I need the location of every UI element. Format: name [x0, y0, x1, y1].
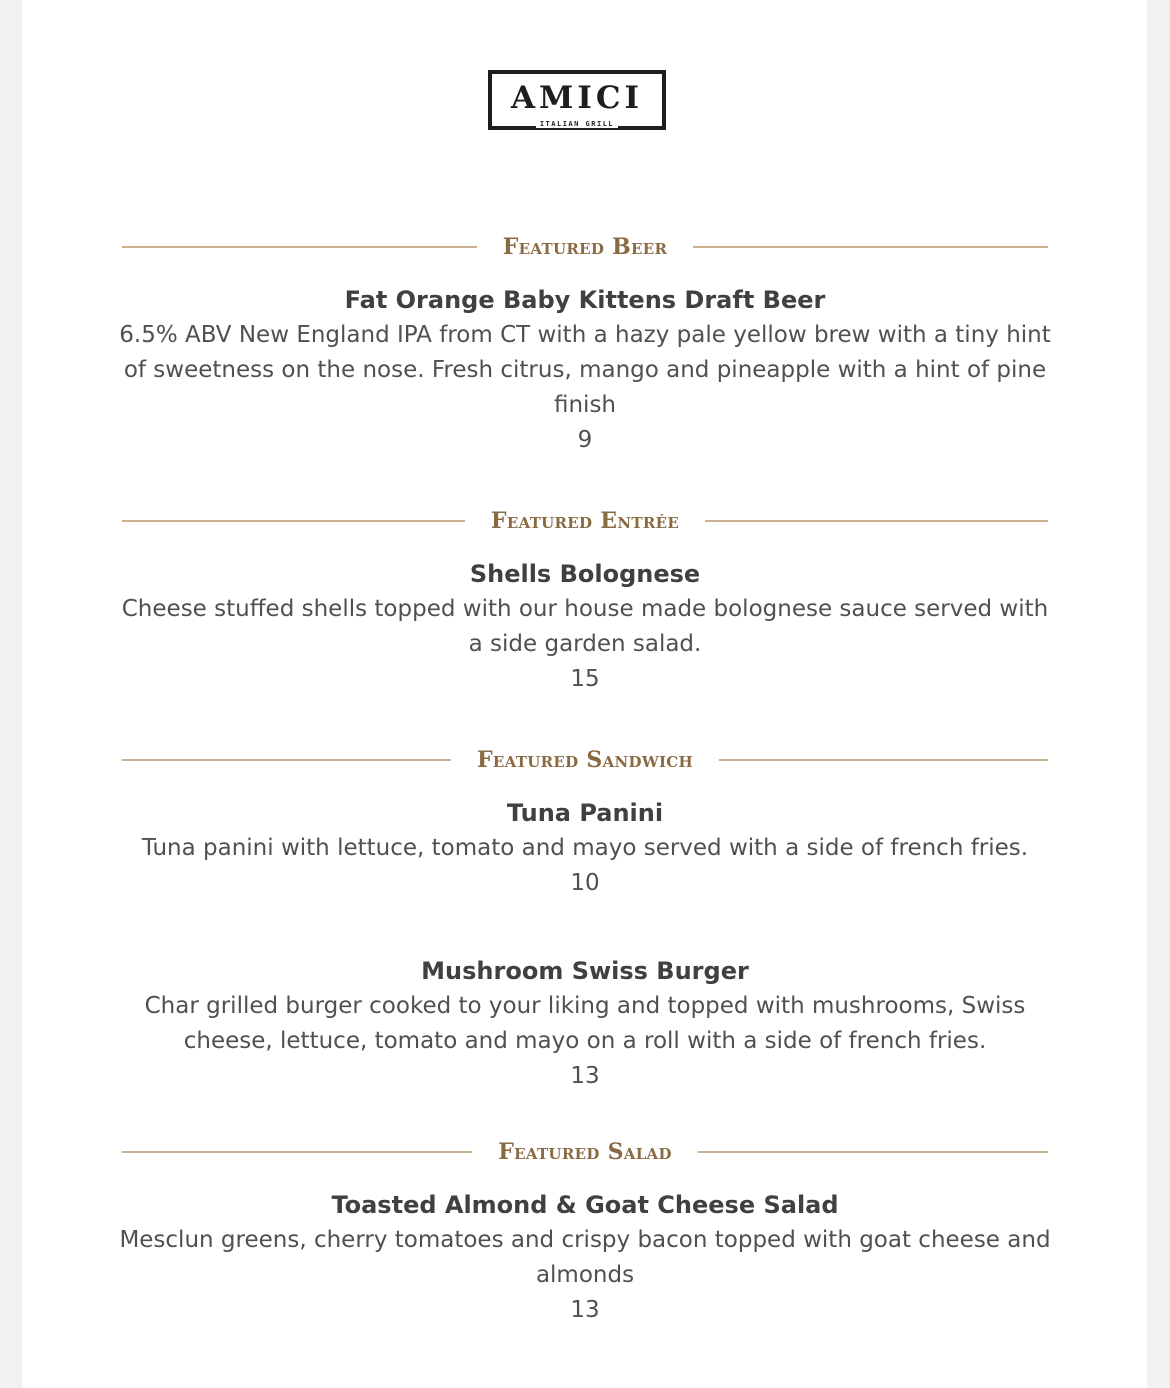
item-name: Shells Bolognese — [469, 560, 701, 588]
divider-right — [705, 520, 1048, 522]
divider-right — [719, 759, 1048, 761]
menu-item-entree — [112, 557, 1058, 697]
section-title-entree: Featured Entrée — [490, 508, 680, 534]
item-price: 10 — [570, 870, 600, 896]
item-price: 13 — [570, 1297, 600, 1323]
item-description: Mesclun greens, cherry tomatoes and crispy bacon topped with goat cheese and almonds — [119, 1227, 1051, 1288]
menu-page — [22, 0, 1147, 1388]
item-name: Tuna Panini — [506, 799, 664, 827]
item-price: 13 — [570, 1063, 600, 1089]
divider-left — [122, 520, 465, 522]
item-price: 9 — [577, 427, 593, 453]
section-header-beer — [122, 232, 1048, 262]
section-header-salad — [122, 1137, 1048, 1167]
logo-subtitle: ITALIAN GRILL — [492, 120, 662, 128]
item-name: Mushroom Swiss Burger — [421, 957, 749, 985]
item-name: Toasted Almond & Goat Cheese Salad — [331, 1191, 839, 1219]
section-title-sandwich: Featured Sandwich — [477, 747, 693, 773]
menu-item-sandwich-2 — [112, 954, 1058, 1094]
section-header-sandwich — [122, 745, 1048, 775]
item-description: Cheese stuffed shells topped with our house made bolognese sauce served with a side garden salad. — [121, 596, 1049, 657]
section-title-salad: Featured Salad — [498, 1139, 672, 1165]
divider-left — [122, 246, 477, 248]
menu-item-salad — [112, 1188, 1058, 1328]
menu-item-sandwich-1 — [112, 796, 1058, 901]
item-description: Char grilled burger cooked to your liking and topped with mushrooms, Swiss cheese, lettuce, tomato and mayo on a roll with a side of french fries. — [144, 993, 1026, 1054]
divider-left — [122, 1151, 472, 1153]
menu-item-beer — [112, 283, 1058, 458]
section-title-beer: Featured Beer — [502, 234, 668, 260]
divider-left — [122, 759, 451, 761]
amici-logo — [488, 70, 666, 130]
item-description: Tuna panini with lettuce, tomato and mayo served with a side of french fries. — [141, 835, 1029, 861]
divider-right — [693, 246, 1048, 248]
logo-name: AMICI — [510, 80, 644, 116]
section-header-entree — [122, 506, 1048, 536]
item-name: Fat Orange Baby Kittens Draft Beer — [344, 286, 826, 314]
divider-right — [698, 1151, 1048, 1153]
item-price: 15 — [570, 666, 600, 692]
item-description: 6.5% ABV New England IPA from CT with a hazy pale yellow brew with a tiny hint of sweetness on the nose. Fresh citrus, mango and pineapple with a hint of pine finish — [119, 322, 1051, 418]
